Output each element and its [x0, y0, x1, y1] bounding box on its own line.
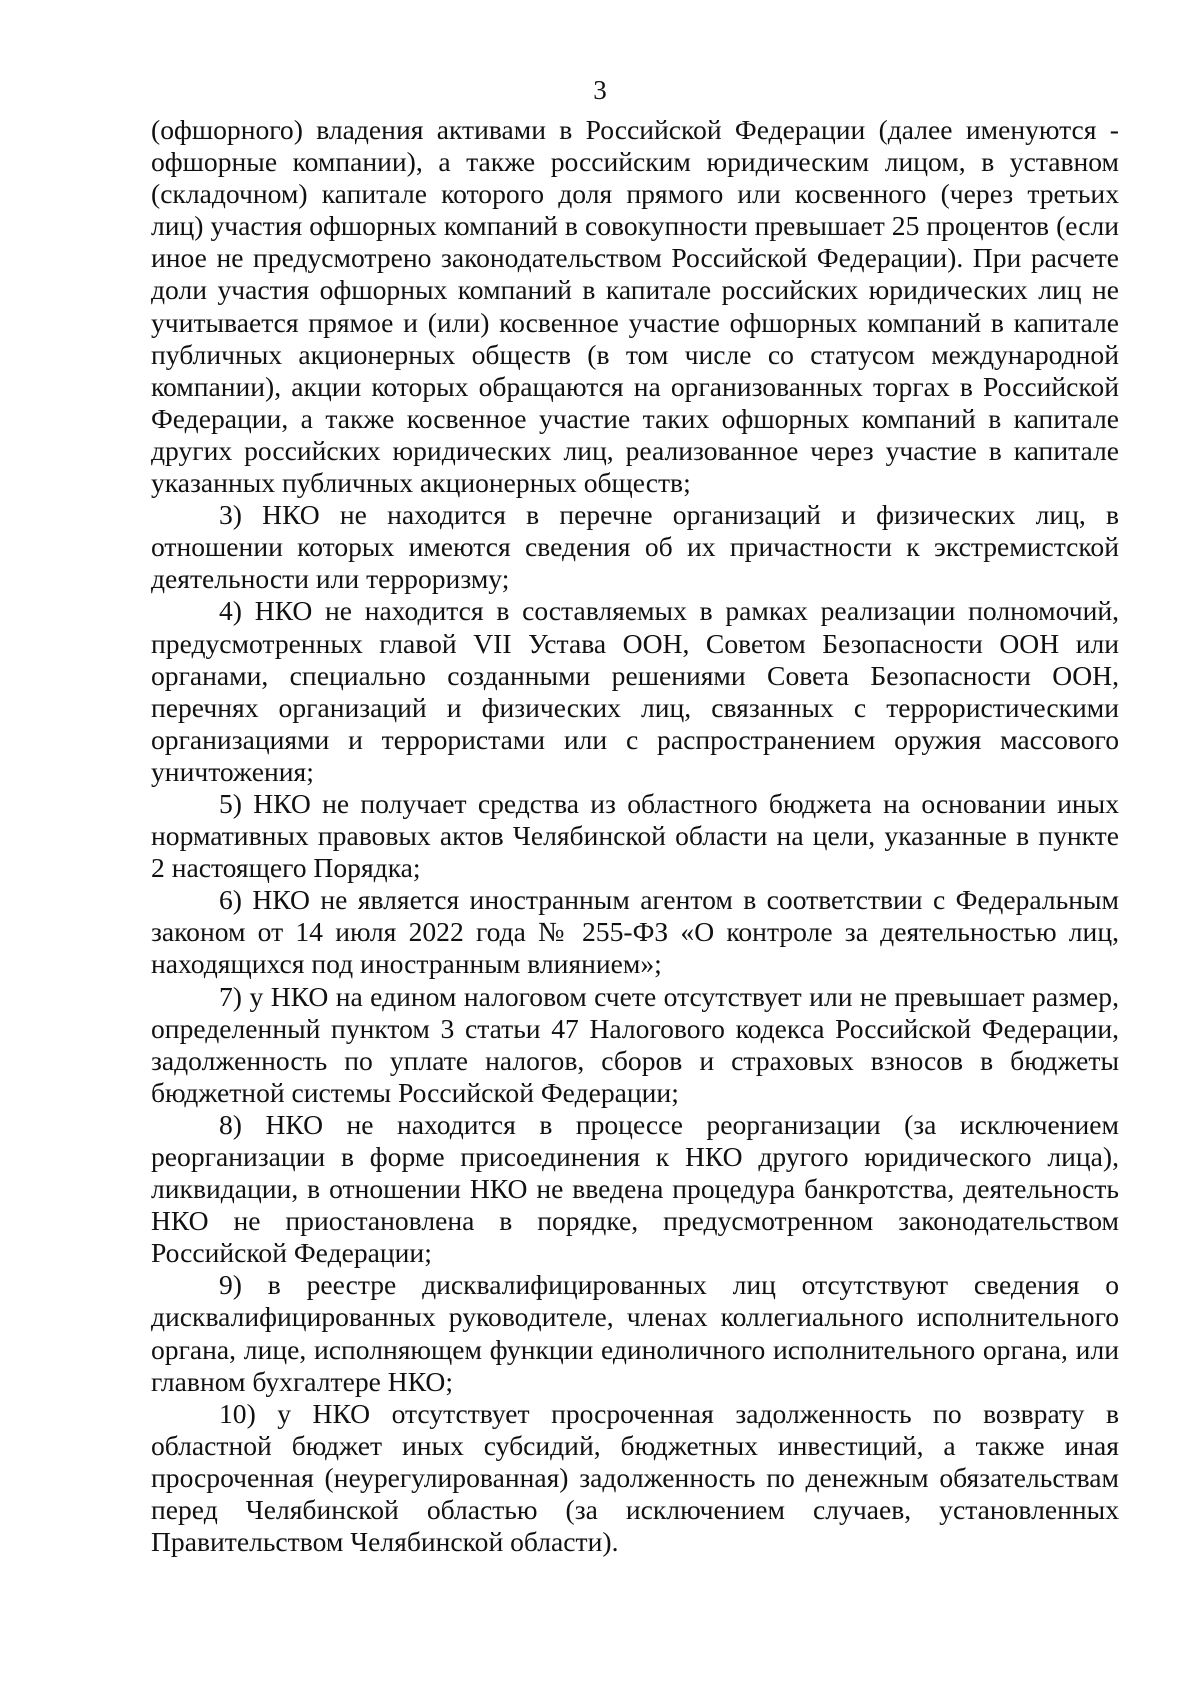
paragraph-item-10: 10) у НКО отсутствует просроченная задолженность по возврату в областной бюджет иных субсидий, бюджетных инвестиций, а также иная просроченная (неурегулированная) задолженность по денежным обязательствам перед Челябинской областью (за исключением случаев, установленных Правительством Челябинской области).	[151, 1397, 1119, 1558]
paragraph-item-8: 8) НКО не находится в процессе реорганизации (за исключением реорганизации в форме присоединения к НКО другого юридического лица), ликвидации, в отношении НКО не введена процедура банкротства, деятельность НКО не приостановлена в порядке, предусмотренном законодательством Российской Федерации;	[151, 1108, 1119, 1269]
paragraph-continuation: (офшорного) владения активами в Российской Федерации (далее именуются - офшорные компании), а также российским юридическим лицом, в уставном (складочном) капитале которого доля прямого или косвенного (через третьих лиц) участия офшорных компаний в совокупности превышает 25 процентов (если иное не предусмотрено законодательством Российской Федерации). При расчете доли участия офшорных компаний в капитале российских юридических лиц не учитывается прямое и (или) косвенное участие офшорных компаний в капитале публичных акционерных обществ (в том числе со статусом международной компании), акции которых обращаются на организованных торгах в Российской Федерации, а также косвенное участие таких офшорных компаний в капитале других российских юридических лиц, реализованное через участие в капитале указанных публичных акционерных обществ;	[151, 114, 1119, 499]
paragraph-item-4: 4) НКО не находится в составляемых в рамках реализации полномочий, предусмотренных главой VII Устава ООН, Советом Безопасности ООН или органами, специально созданными решениями Совета Безопасности ООН, перечнях организаций и физических лиц, связанных с террористическими организациями и террористами или с распространением оружия массового уничтожения;	[151, 595, 1119, 787]
paragraph-item-9: 9) в реестре дисквалифицированных лиц отсутствуют сведения о дисквалифицированных руководителе, членах коллегиального исполнительного органа, лице, исполняющем функции единоличного исполнительного органа, или главном бухгалтере НКО;	[151, 1269, 1119, 1397]
document-body	[151, 114, 1119, 1558]
paragraph-item-5: 5) НКО не получает средства из областного бюджета на основании иных нормативных правовых актов Челябинской области на цели, указанные в пункте 2 настоящего Порядка;	[151, 787, 1119, 884]
paragraph-item-6: 6) НКО не является иностранным агентом в соответствии с Федеральным законом от 14 июля 2022 года № 255-ФЗ «О контроле за деятельностью лиц, находящихся под иностранным влиянием»;	[151, 884, 1119, 980]
paragraph-item-7: 7) у НКО на едином налоговом счете отсутствует или не превышает размер, определенный пунктом 3 статьи 47 Налогового кодекса Российской Федерации, задолженность по уплате налогов, сборов и страховых взносов в бюджеты бюджетной системы Российской Федерации;	[151, 980, 1119, 1108]
page-number: 3	[593, 75, 607, 105]
paragraph-item-3: 3) НКО не находится в перечне организаций и физических лиц, в отношении которых имеются сведения об их причастности к экстремистской деятельности или терроризму;	[151, 499, 1119, 595]
